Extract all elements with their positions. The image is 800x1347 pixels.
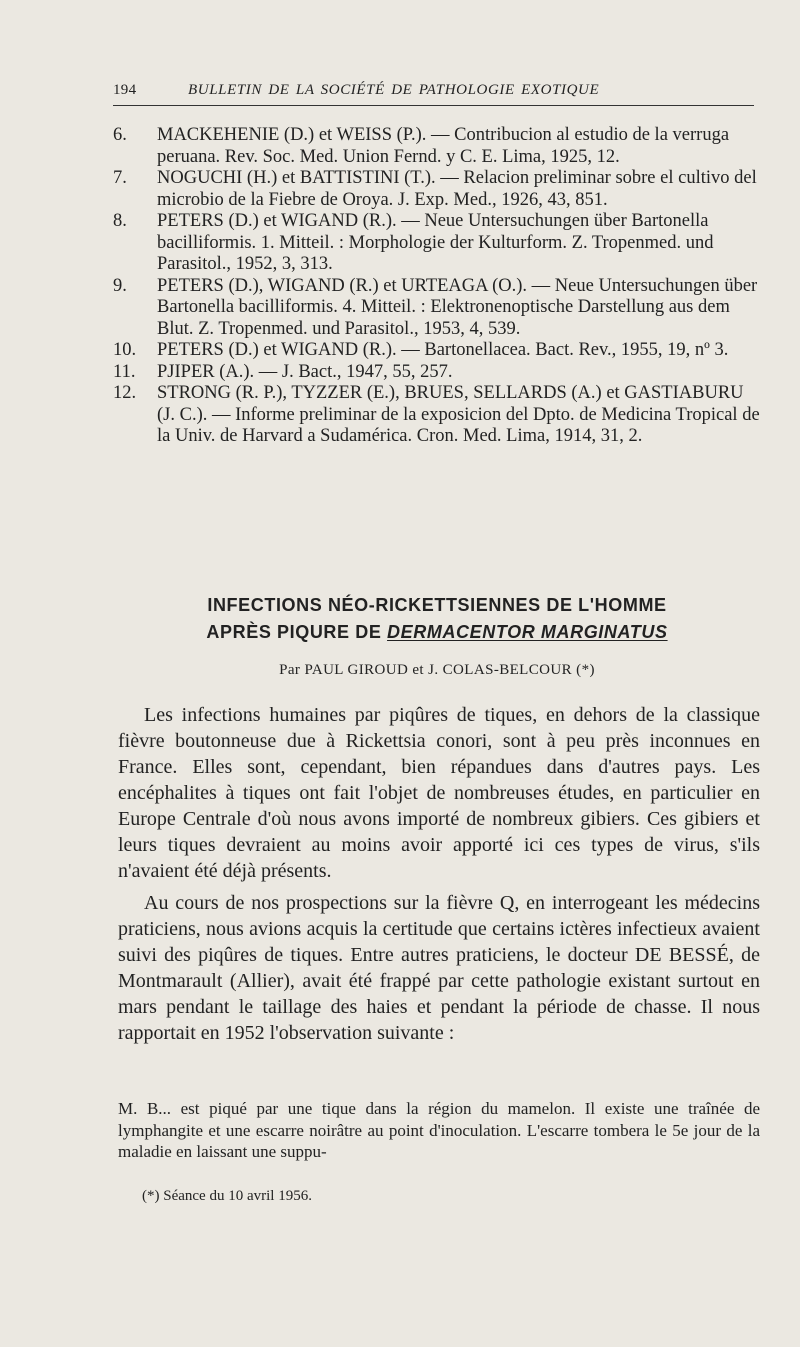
reference-item bbox=[113, 211, 761, 276]
reference-number: 11. bbox=[113, 361, 136, 382]
article-title-species: DERMACENTOR MARGINATUS bbox=[387, 622, 668, 642]
article-title-line1: INFECTIONS NÉO-RICKETTSIENNES DE L'HOMME bbox=[207, 595, 667, 615]
body-paragraph: Les infections humaines par piqûres de tiques, en dehors de la classique fièvre boutonneuse due à Rickettsia conori, sont à peu près inconnues en France. Elles sont, cependant, bien répandues dans d'autres pays. Les encéphalites à tiques ont fait l'objet de nombreuses études, en particulier en Europe Centrale d'où nous avons importé de nombreux gibiers. Ces gibiers et leurs tiques devraient au moins avoir apporté ici ces types de virus, s'ils n'avaient été déjà présents. bbox=[118, 704, 760, 882]
header-rule bbox=[113, 105, 754, 106]
reference-number: 8. bbox=[113, 211, 127, 231]
case-observation: M. B... est piqué par une tique dans la région du mamelon. Il existe une traînée de lymphangite et une escarre noirâtre au point d'inoculation. L'escarre tombera le 5e jour de la maladie en laissant une suppu- bbox=[118, 1099, 760, 1161]
article-byline: Par PAUL GIROUD et J. COLAS-BELCOUR (*) bbox=[279, 662, 595, 678]
reference-text: PETERS (D.) et WIGAND (R.). — Neue Untersuchungen über Bartonella bacilliformis. 1. Mitteil. : Morphologie der Kulturform. Z. Tropenmed. und Parasitol., 1952, 3, 313. bbox=[157, 211, 714, 274]
reference-number: 9. bbox=[113, 275, 127, 296]
reference-number: 7. bbox=[113, 168, 127, 188]
reference-text: PETERS (D.) et WIGAND (R.). — Bartonellacea. Bact. Rev., 1955, 19, nº 3. bbox=[157, 340, 729, 360]
article-title bbox=[113, 592, 761, 646]
page-number: 194 bbox=[113, 82, 137, 98]
reference-item bbox=[113, 125, 761, 168]
footnote: (*) Séance du 10 avril 1956. bbox=[142, 1188, 312, 1204]
running-head: BULLETIN DE LA SOCIÉTÉ DE PATHOLOGIE EXOTIQUE bbox=[188, 82, 600, 98]
reference-list bbox=[113, 125, 761, 448]
reference-number: 10. bbox=[113, 340, 137, 360]
reference-number: 6. bbox=[113, 125, 127, 145]
reference-text: PJIPER (A.). — J. Bact., 1947, 55, 257. bbox=[157, 361, 453, 382]
reference-item bbox=[113, 383, 761, 448]
reference-text: PETERS (D.), WIGAND (R.) et URTEAGA (O.). — Neue Untersuchungen über Bartonella bacilliformis. 4. Mitteil. : Elektronenoptische Darstellung aus dem Blut. Z. Tropenmed. und Parasitol., 1953, 4, 539. bbox=[157, 275, 758, 339]
reference-item bbox=[113, 276, 761, 341]
body-paragraph: Au cours de nos prospections sur la fièvre Q, en interrogeant les médecins praticiens, nous avions acquis la certitude que certains ictères infectieux avaient suivi des piqûres de tiques. Entre autres praticiens, le docteur DE BESSÉ, de Montmarault (Allier), avait été frappé par cette pathologie existant surtout en mars pendant le taillage des haies et pendant la période de chasse. Il nous rapportait en 1952 l'observation suivante : bbox=[118, 892, 760, 1044]
article-title-line2-prefix: APRÈS PIQURE DE bbox=[206, 622, 388, 642]
reference-item bbox=[113, 362, 761, 384]
article-body bbox=[118, 702, 760, 1052]
reference-text: NOGUCHI (H.) et BATTISTINI (T.). — Relacion preliminar sobre el cultivo del microbio de la Fiebre de Oroya. J. Exp. Med., 1926, 43, 851. bbox=[157, 168, 757, 210]
reference-number: 12. bbox=[113, 383, 137, 403]
reference-item bbox=[113, 340, 761, 362]
reference-text: MACKEHENIE (D.) et WEISS (P.). — Contribucion al estudio de la verruga peruana. Rev. Soc. Med. Union Fernd. y C. E. Lima, 1925, 12. bbox=[157, 125, 730, 167]
reference-text: STRONG (R. P.), TYZZER (E.), BRUES, SELLARDS (A.) et GASTIABURU (J. C.). — Informe preliminar de la exposicion del Dpto. de Medicina Tropical de la Univ. de Harvard a Sudamérica. Cron. Med. Lima, 1914, 31, 2. bbox=[157, 383, 760, 446]
article-title-line2 bbox=[113, 619, 761, 646]
reference-item bbox=[113, 168, 761, 211]
